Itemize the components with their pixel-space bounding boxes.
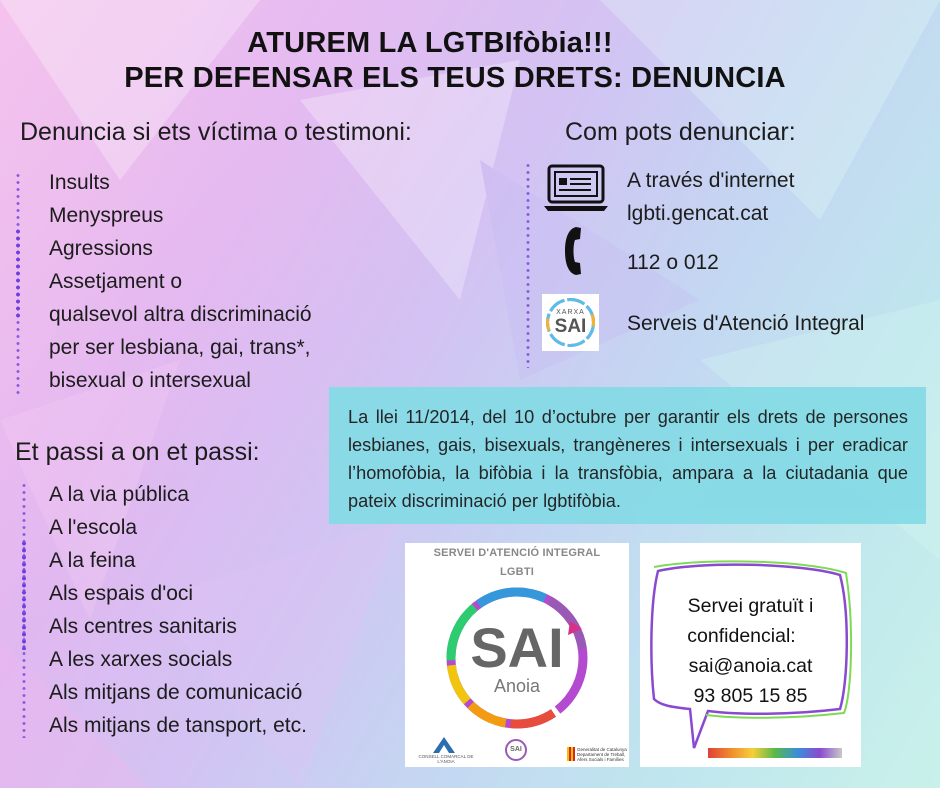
internet-url[interactable]: lgbti.gencat.cat [627, 202, 769, 225]
poster-footer-right: Generalitat de Catalunya Departament de Treball, Afers Socials i Famílies [577, 747, 627, 762]
phone-icon [562, 225, 588, 277]
poster-main: SAI [470, 616, 564, 679]
list-item: A la feina [49, 549, 136, 572]
rainbow-strip [708, 748, 842, 758]
sai-logo-top: XARXA [556, 309, 585, 316]
page-title [0, 26, 940, 96]
phone-number[interactable]: 112 o 012 [627, 251, 719, 274]
dotted-divider-accent [16, 228, 20, 318]
contact-email[interactable]: sai@anoia.cat [688, 655, 813, 677]
internet-label: A través d'internet [627, 169, 795, 192]
list-item: A les xarxes socials [49, 648, 233, 671]
list-item: Insults [49, 171, 110, 194]
consell-comarcal-logo-icon [433, 737, 455, 753]
list-item: bisexual o intersexual [49, 369, 251, 392]
sai-label: Serveis d'Atenció Integral [627, 312, 865, 335]
where-heading: Et passi a on et passi: [15, 438, 260, 466]
poster-footer-left: CONSELL COMARCAL DE L'ANOIA [418, 754, 474, 764]
generalitat-logo-icon [567, 747, 575, 761]
poster-header-line-2: LGBTI [500, 566, 534, 578]
contact-card [640, 543, 861, 767]
list-item: Als mitjans de tansport, etc. [49, 714, 307, 737]
list-item: qualsevol altra discriminació [49, 303, 312, 326]
list-item: per ser lesbiana, gai, trans*, [49, 336, 311, 359]
list-item: Agressions [49, 237, 153, 260]
list-item: Als espais d'oci [49, 582, 194, 605]
sai-logo-icon [542, 294, 599, 351]
victim-heading: Denuncia si ets víctima o testimoni: [20, 118, 412, 146]
poster-sub: Anoia [493, 676, 541, 696]
contact-text [640, 591, 861, 711]
sai-logo-main: SAI [554, 316, 587, 337]
list-item: A l'escola [49, 516, 138, 539]
contact-line-1: Servei gratuït i [687, 595, 814, 617]
contact-phone[interactable]: 93 805 15 85 [693, 685, 808, 707]
title-line-2: PER DEFENSAR ELS TEUS DRETS: DENUNCIA [124, 62, 786, 94]
list-item: Als centres sanitaris [49, 615, 237, 638]
where-list [49, 478, 307, 742]
list-item: Als mitjans de comunicació [49, 681, 303, 704]
law-info-box: La llei 11/2014, del 10 d’octubre per garantir els drets de persones lesbianes, gais, bisexuals, trangèneres i intersexuals i per eradicar l’homofòbia, la bifòbia i la transfòbia, ampara a la ciutadania que pateix discriminació per lgbtifòbia. [329, 387, 926, 524]
laptop-icon [543, 164, 609, 212]
list-item: A la via pública [49, 483, 190, 506]
dotted-divider [526, 162, 530, 368]
list-item: Assetjament o [49, 270, 183, 293]
victim-list [49, 166, 312, 397]
contact-line-2: confidencial: [687, 625, 796, 647]
dotted-divider-accent [22, 540, 26, 650]
sai-anoia-poster [405, 543, 629, 767]
poster-footer-mid: SAI [505, 739, 527, 761]
poster-header-line-1: SERVEI D'ATENCIÓ INTEGRAL [433, 547, 601, 559]
how-heading: Com pots denunciar: [565, 118, 796, 146]
poster-header [405, 546, 629, 579]
title-line-1: ATUREM LA LGTBIfòbia!!! [247, 27, 613, 59]
list-item: Menyspreus [49, 204, 164, 227]
